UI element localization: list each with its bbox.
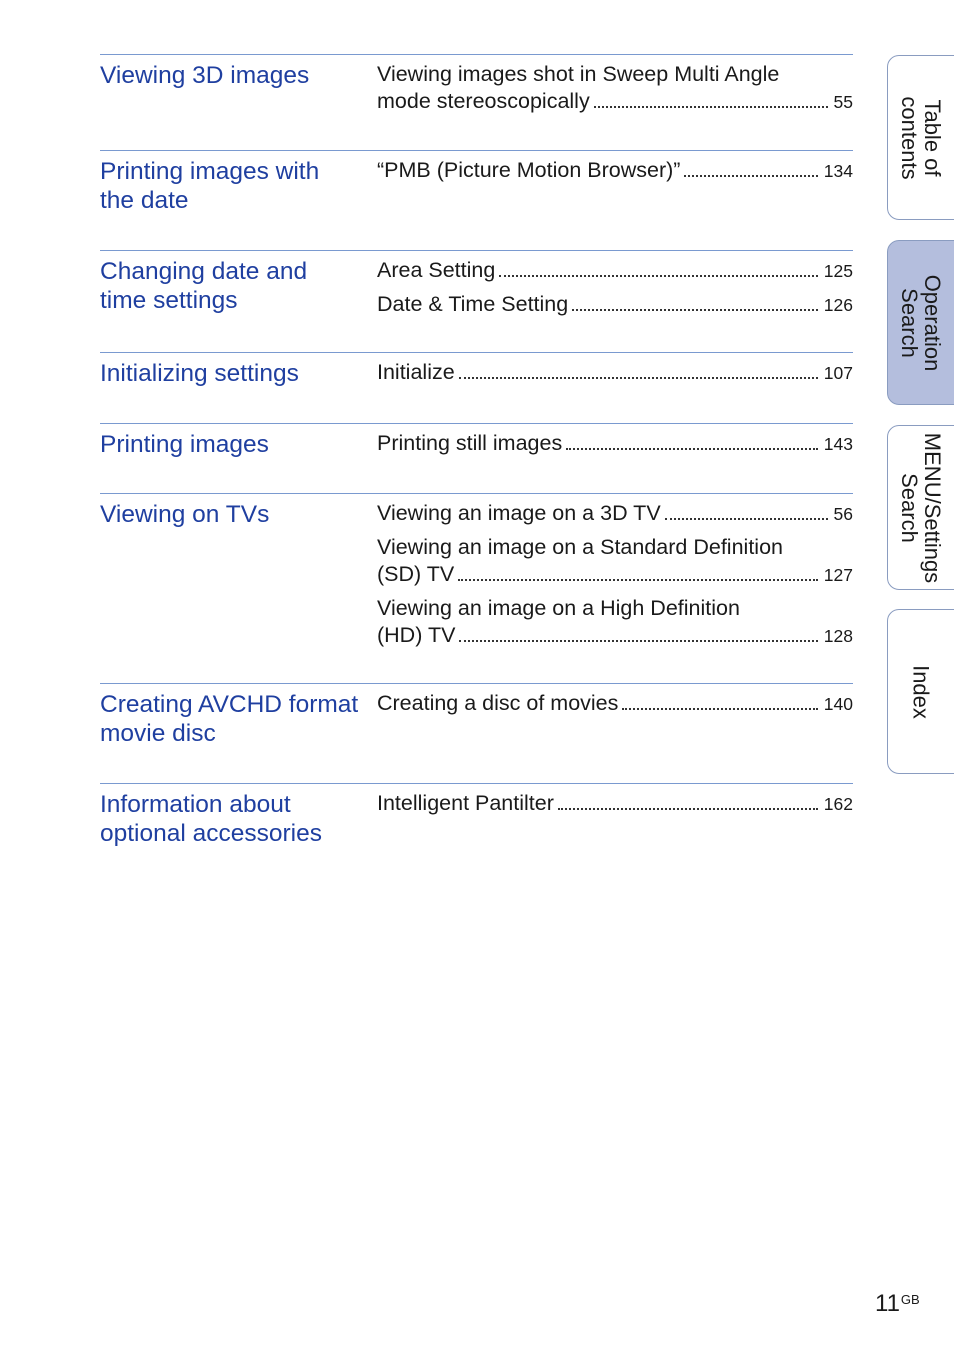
entry-link[interactable] — [377, 500, 853, 528]
section-date-time — [100, 250, 853, 352]
entry-text-line1: Viewing images shot in Sweep Multi Angle — [377, 62, 780, 86]
section-accessories — [100, 783, 853, 864]
dot-leader — [459, 377, 818, 379]
topic-title: Initializing settings — [100, 360, 299, 387]
dot-leader — [594, 106, 828, 108]
dot-leader — [458, 579, 818, 581]
dot-leader — [499, 275, 817, 277]
entry-link[interactable] — [377, 291, 853, 319]
page-ref: 140 — [823, 694, 853, 714]
page-number-suffix: GB — [900, 1292, 920, 1307]
tab-label-line2: contents — [897, 95, 922, 180]
page-ref: 55 — [833, 92, 853, 112]
tab-label-line1: Operation — [920, 274, 945, 371]
section-printing-date — [100, 150, 853, 250]
entry-text: Date & Time Setting — [377, 292, 569, 316]
entry-text: mode stereoscopically — [377, 89, 590, 113]
section-viewing-3d — [100, 54, 853, 150]
section-avchd — [100, 683, 853, 783]
entry-link[interactable] — [377, 61, 853, 116]
entry-link[interactable] — [377, 359, 853, 387]
page-ref: 107 — [823, 363, 853, 383]
entry-text-line1: Viewing an image on a High Definition — [377, 596, 740, 620]
entry-link[interactable] — [377, 690, 853, 718]
topic-title: Viewing on TVs — [100, 501, 270, 528]
topic-title: Printing images with the date — [100, 158, 320, 214]
entry-text: Viewing an image on a 3D TV — [377, 501, 661, 525]
dot-leader — [558, 808, 818, 810]
dot-leader — [572, 309, 818, 311]
tab-operation-search[interactable] — [887, 240, 954, 405]
entry-text: (SD) TV — [377, 562, 455, 586]
tab-menu-settings-search[interactable] — [887, 425, 954, 590]
section-printing-images — [100, 423, 853, 493]
tab-label-line1: Table of — [920, 98, 945, 177]
section-viewing-tvs — [100, 493, 853, 683]
topic-title: Information about optional accessories — [100, 791, 322, 847]
tab-label-line2: Search — [897, 287, 922, 358]
page-ref: 128 — [823, 626, 853, 646]
page-ref: 162 — [823, 794, 853, 814]
tab-index[interactable] — [887, 609, 954, 774]
entry-text: “PMB (Picture Motion Browser)” — [377, 158, 681, 182]
entry-text: Initialize — [377, 360, 455, 384]
entry-text: Printing still images — [377, 431, 563, 455]
tab-label-line2: Search — [897, 472, 922, 543]
entry-link[interactable] — [377, 595, 853, 650]
tab-label-line1: Index — [908, 664, 934, 719]
page-number-value: 11 — [875, 1290, 900, 1317]
tab-label-line1: MENU/Settings — [920, 432, 945, 583]
dot-leader — [622, 708, 817, 710]
entry-link[interactable] — [377, 790, 853, 818]
page-number — [875, 1290, 920, 1318]
page-ref: 126 — [823, 295, 853, 315]
tab-table-of-contents[interactable] — [887, 55, 954, 220]
entry-text: Intelligent Pantilter — [377, 791, 554, 815]
dot-leader — [665, 518, 828, 520]
entry-text-line1: Viewing an image on a Standard Definition — [377, 535, 783, 559]
page-ref: 56 — [833, 504, 853, 524]
index-table — [100, 54, 853, 864]
entry-link[interactable] — [377, 430, 853, 458]
entry-link[interactable] — [377, 157, 853, 185]
entry-link[interactable] — [377, 257, 853, 285]
topic-title: Printing images — [100, 431, 269, 458]
dot-leader — [566, 448, 818, 450]
topic-title: Changing date and time settings — [100, 258, 308, 314]
page-ref: 127 — [823, 565, 853, 585]
page-ref: 134 — [823, 161, 853, 181]
topic-title: Creating AVCHD format movie disc — [100, 691, 359, 747]
dot-leader — [459, 640, 817, 642]
entry-text: Creating a disc of movies — [377, 691, 619, 715]
entry-text: (HD) TV — [377, 623, 456, 647]
entry-text: Area Setting — [377, 258, 496, 282]
entry-link[interactable] — [377, 534, 853, 589]
page-ref: 143 — [823, 434, 853, 454]
section-initializing — [100, 352, 853, 423]
dot-leader — [684, 175, 817, 177]
topic-title: Viewing 3D images — [100, 62, 310, 89]
page-ref: 125 — [823, 261, 853, 281]
